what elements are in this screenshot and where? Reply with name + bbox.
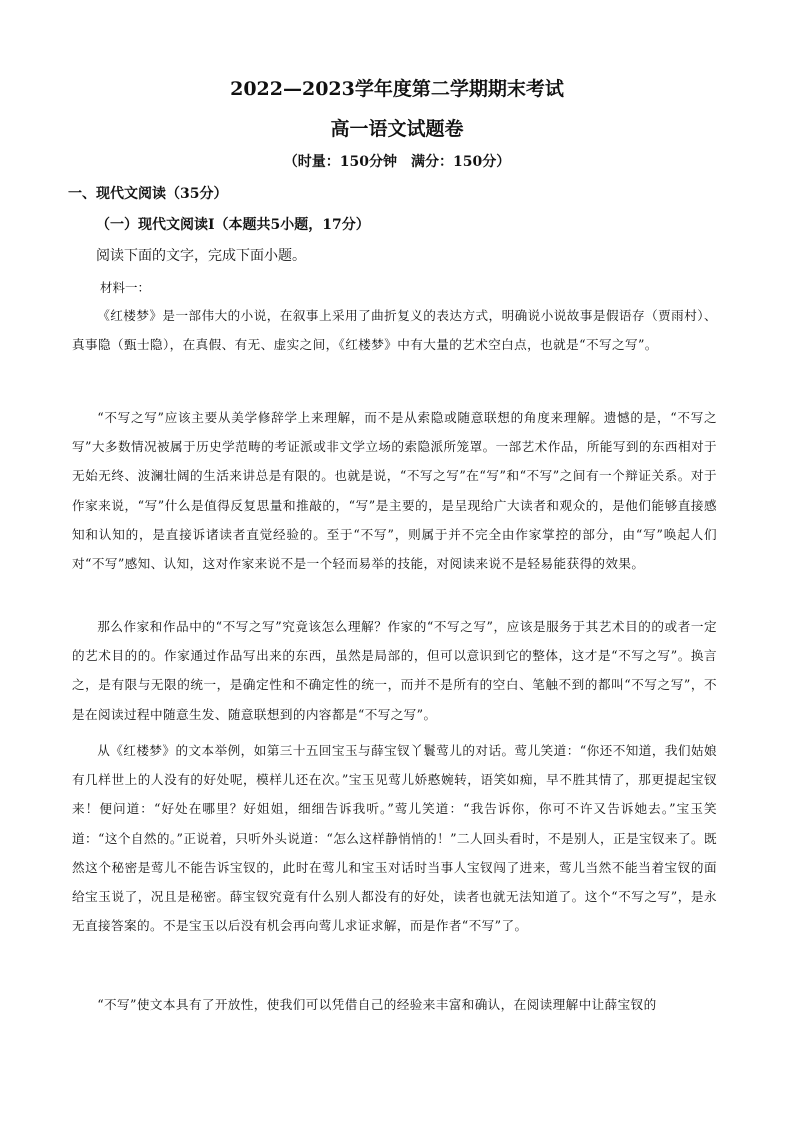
exam-title: 2022—2023学年度第二学期期末考试 — [230, 78, 564, 100]
section-heading: 一、现代文阅读（35分） — [68, 186, 228, 202]
paragraph-2: “不写之写”应该主要从美学修辞学上来理解，而不是从索隐或随意联想的角度来理解。遗憾的是，“不写之写”大多数情况被属于历史学范畴的考证派或非文学立场的索隐派所笼罩。一部艺术作品，所能写到的东西相对于无始无终、波澜壮阔的生活来讲总是有限的。也就是说，“不写之写”在“写”和“不写”之间有一个辩证关系。对于作家来说，“写”什么是值得反复思量和推敲的，“写”是主要的，是呈现给广大读者和观众的，是他们能够直接感知和认知的，是直接诉诸读者直觉经验的。至于“不写”，则属于并不完全由作家掌控的部分，由“写”唤起人们对“不写”感知、认知，这对作家来说不是一个轻而易举的技能，对阅读来说不是轻易能获得的效果。 — [72, 410, 717, 572]
paragraph-3: 那么作家和作品中的“不写之写”究竟该怎么理解？作家的“不写之写”，应该是服务于其艺术目的的或者一定的艺术目的的。作家通过作品写出来的东西，虽然是局部的，但可以意识到它的整体，这才是“不写之写”。换言之，是有限与无限的统一，是确定性和不确定性的统一，而并不是所有的空白、笔触不到的都叫“不写之写”，不是在阅读过程中随意生发、随意联想到的内容都是“不写之写”。 — [72, 619, 717, 722]
material-label: 材料一： — [100, 280, 151, 295]
reading-instruction: 阅读下面的文字，完成下面小题。 — [96, 248, 306, 264]
exam-subtitle: 高一语文试题卷 — [330, 118, 464, 140]
paragraph-4: 从《红楼梦》的文本举例，如第三十五回宝玉与薛宝钗丫鬟莺儿的对话。莺儿笑道：“你还不知道，我们姑娘有几样世上的人没有的好处呢，模样儿还在次。”宝玉见莺儿娇憨婉转，语笑如痴，早不胜其情了，那更提起宝钗来！便问道：“好处在哪里？好姐姐，细细告诉我听。”莺儿笑道：“我告诉你，你可不许又告诉她去。”宝玉笑道：“这个自然的。”正说着，只听外头说道：“怎么这样静悄悄的！”二人回头看时，不是别人，正是宝钗来了。既然这个秘密是莺儿不能告诉宝钗的，此时在莺儿和宝玉对话时当事人宝钗闯了进来，莺儿当然不能当着宝钗的面给宝玉说了，况且是秘密。薛宝钗究竟有什么别人都没有的好处，读者也就无法知道了。这个“不写之写”，是永无直接答案的。不是宝玉以后没有机会再向莺儿求证求解，而是作者“不写”了。 — [72, 743, 717, 934]
exam-time-score: （时量：150分钟 满分：150分） — [283, 154, 511, 170]
subsection-heading: （一）现代文阅读Ⅰ（本题共5小题，17分） — [96, 217, 370, 233]
paragraph-5: “不写”使文本具有了开放性，使我们可以凭借自己的经验来丰富和确认，在阅读理解中让薛宝钗的 — [97, 997, 657, 1012]
paragraph-1: 《红楼梦》是一部伟大的小说，在叙事上采用了曲折复义的表达方式，明确说小说故事是假语存（贾雨村）、真事隐（甄士隐），在真假、有无、虚实之间，《红楼梦》中有大量的艺术空白点，也就是“不写之写”。 — [72, 308, 717, 353]
